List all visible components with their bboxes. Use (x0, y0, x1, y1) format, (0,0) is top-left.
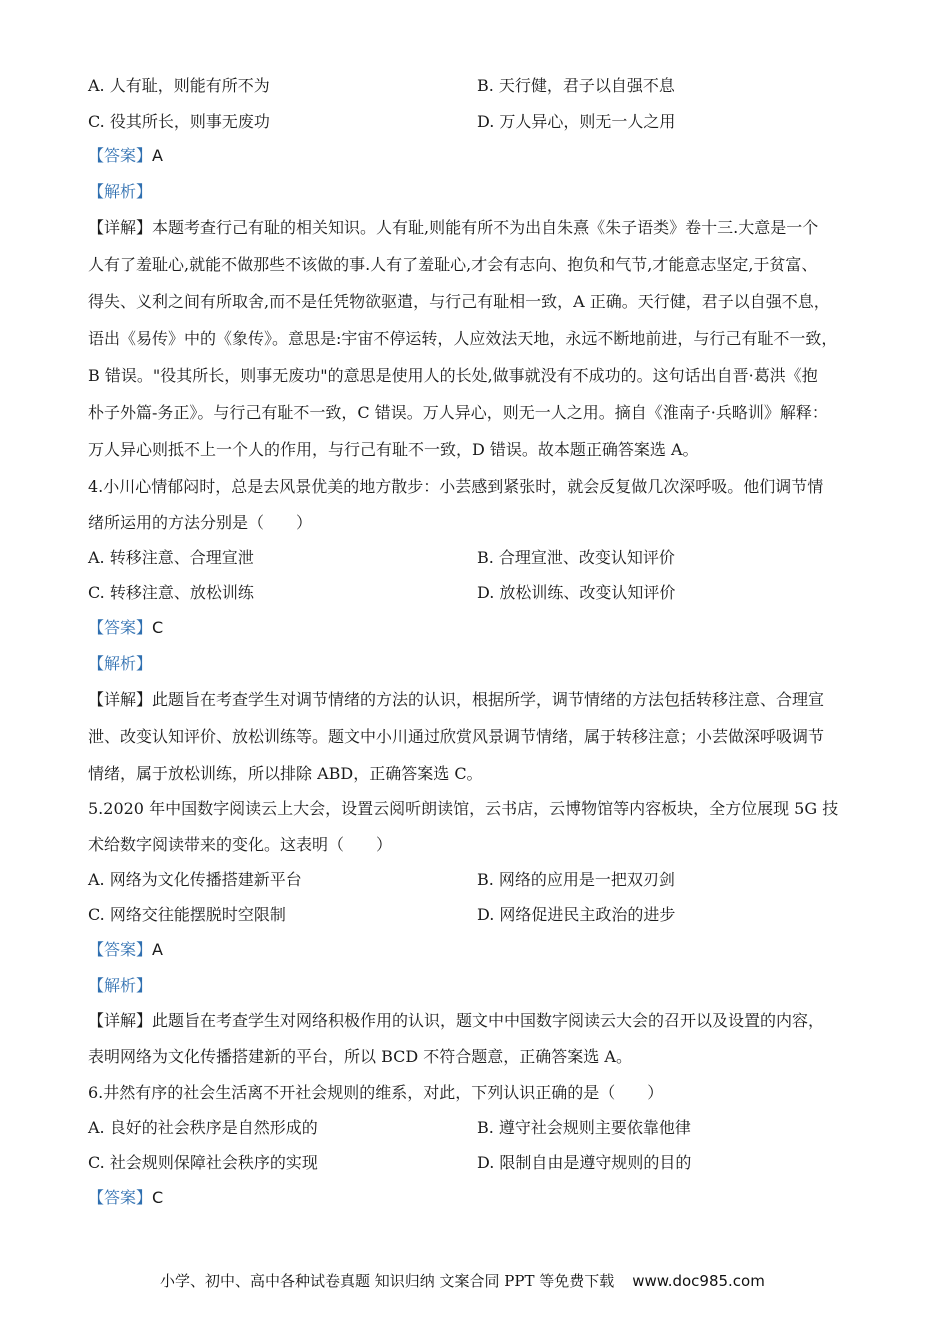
answer-tag: 【答案】 (88, 940, 153, 959)
q4-option-a: A. 转移注意、合理宣泄 (88, 548, 254, 567)
q6-answer-row (88, 1188, 163, 1208)
q4-option-d: D. 放松训练、改变认知评价 (477, 583, 676, 602)
q3-option-b: B. 天行健，君子以自强不息 (477, 76, 675, 95)
q5-stem: 5.2020 年中国数字阅读云上大会，设置云阅听朗读馆，云书店，云博物馆等内容板块，全方位展现 5G 技 (88, 799, 839, 818)
q5-stem: 术给数字阅读带来的变化。这表明（ ） (88, 835, 393, 854)
q3-option-c: C. 役其所长，则事无废功 (88, 112, 270, 131)
q3-detail-line: 朴子外篇-务正》。与行己有耻不一致，C 错误。万人异心，则无一人之用。摘自《淮南子·兵略训》解释： (88, 403, 828, 422)
q3-analysis-row (88, 182, 152, 202)
q3-detail-text: 本题考查行己有耻的相关知识。人有耻,则能有所不为出自朱熹《朱子语类》卷十三.大意是一个 (152, 218, 819, 237)
q5-answer-row (88, 940, 163, 960)
q5-answer: A (152, 940, 163, 959)
q3-detail-line (88, 218, 818, 238)
q6-option-a: A. 良好的社会秩序是自然形成的 (88, 1118, 318, 1137)
q3-answer-row (88, 146, 163, 166)
q6-answer: C (152, 1188, 164, 1207)
q5-detail-line: 表明网络为文化传播搭建新的平台，所以 BCD 不符合题意，正确答案选 A。 (88, 1047, 632, 1066)
q6-option-c: C. 社会规则保障社会秩序的实现 (88, 1153, 318, 1172)
q5-option-c: C. 网络交往能摆脱时空限制 (88, 905, 286, 924)
q4-detail-text: 此题旨在考查学生对调节情绪的方法的认识，根据所学，调节情绪的方法包括转移注意、合理宣 (152, 690, 825, 709)
answer-tag: 【答案】 (88, 618, 153, 637)
answer-tag: 【答案】 (88, 146, 153, 165)
detail-tag: 【详解】 (88, 218, 153, 237)
q5-detail-line (88, 1011, 824, 1031)
page-footer (160, 1270, 765, 1291)
q3-answer: A (152, 146, 163, 165)
q4-option-c: C. 转移注意、放松训练 (88, 583, 254, 602)
q4-answer-row (88, 618, 163, 638)
analysis-tag: 【解析】 (88, 182, 153, 201)
footer-url-link[interactable]: www.doc985.com (632, 1272, 765, 1290)
q3-detail-line: B 错误。"役其所长，则事无废功"的意思是使用人的长处,做事就没有不成功的。这句话出自晋·葛洪《抱 (88, 366, 818, 385)
q3-detail-line: 语出《易传》中的《象传》。意思是:宇宙不停运转，人应效法天地，永远不断地前进，与行己有耻不一致， (88, 329, 838, 348)
q5-analysis-row (88, 976, 152, 996)
q6-option-b: B. 遵守社会规则主要依靠他律 (477, 1118, 691, 1137)
q4-detail-line: 情绪，属于放松训练，所以排除 ABD，正确答案选 C。 (88, 764, 483, 783)
q3-detail-line: 人有了羞耻心,就能不做那些不该做的事.人有了羞耻心,才会有志向、抱负和气节,才能意志坚定,于贫富、 (88, 255, 818, 274)
q3-detail-line: 万人异心则抵不上一个人的作用，与行己有耻不一致，D 错误。故本题正确答案选 A。 (88, 440, 699, 459)
q5-detail-text: 此题旨在考查学生对网络积极作用的认识，题文中中国数字阅读云大会的召开以及设置的内容， (152, 1011, 825, 1030)
q5-option-a: A. 网络为文化传播搭建新平台 (88, 870, 302, 889)
footer-text: 小学、初中、高中各种试卷真题 知识归纳 文案合同 PPT 等免费下载 (160, 1272, 615, 1290)
q4-stem: 4.小川心情郁闷时，总是去风景优美的地方散步：小芸感到紧张时，就会反复做几次深呼吸。他们调节情 (88, 477, 824, 496)
analysis-tag: 【解析】 (88, 976, 153, 995)
q6-stem: 6.井然有序的社会生活离不开社会规则的维系，对此，下列认识正确的是（ ） (88, 1083, 664, 1102)
detail-tag: 【详解】 (88, 690, 153, 709)
q3-option-d: D. 万人异心，则无一人之用 (477, 112, 676, 131)
q6-option-d: D. 限制自由是遵守规则的目的 (477, 1153, 692, 1172)
q3-option-a: A. 人有耻，则能有所不为 (88, 76, 270, 95)
q5-option-d: D. 网络促进民主政治的进步 (477, 905, 676, 924)
q4-answer: C (152, 618, 164, 637)
q4-detail-line: 泄、改变认知评价、放松训练等。题文中小川通过欣赏风景调节情绪，属于转移注意；小芸做深呼吸调节 (88, 727, 825, 746)
q3-detail-line: 得失、义利之间有所取舍,而不是任凭物欲驱遣，与行己有耻相一致，A 正确。天行健，君子以自强不息， (88, 292, 830, 311)
q4-detail-line (88, 690, 824, 710)
analysis-tag: 【解析】 (88, 654, 153, 673)
q4-analysis-row (88, 654, 152, 674)
q5-option-b: B. 网络的应用是一把双刃剑 (477, 870, 675, 889)
q4-option-b: B. 合理宣泄、改变认知评价 (477, 548, 675, 567)
answer-tag: 【答案】 (88, 1188, 153, 1207)
q4-stem: 绪所运用的方法分别是（ ） (88, 513, 313, 532)
detail-tag: 【详解】 (88, 1011, 153, 1030)
